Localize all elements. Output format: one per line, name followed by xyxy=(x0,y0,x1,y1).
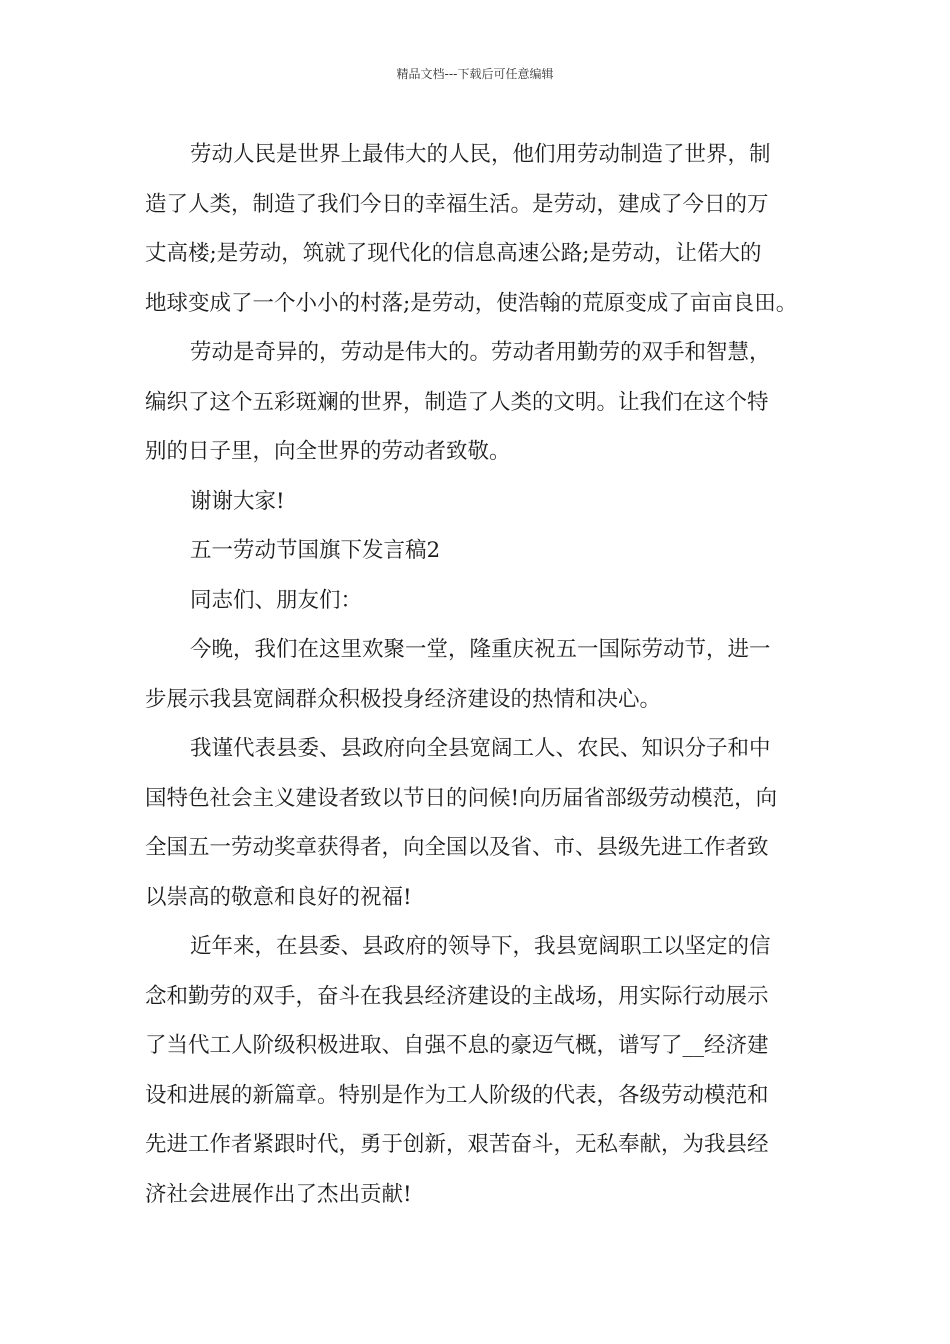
page-header: 精品文档---下载后可任意编辑 xyxy=(396,67,554,81)
text-line: 谢谢大家! xyxy=(190,488,285,514)
section-title xyxy=(145,526,810,576)
text-line: 念和勤劳的双手，奋斗在我县经济建设的主战场，用实际行动展示 xyxy=(145,983,769,1009)
text-line: 劳动是奇异的，劳动是伟大的。劳动者用勤劳的双手和智慧， xyxy=(190,340,771,365)
text-line: 五一劳动节国旗下发言稿2 xyxy=(190,538,441,563)
text-line: 全国五一劳动奖章获得者，向全国以及省、市、县级先进工作者致 xyxy=(145,835,769,860)
text-line: 近年来，在县委、县政府的领导下，我县宽阔职工以坚定的信 xyxy=(190,934,771,959)
text-line: 步展示我县宽阔群众积极投身经济建设的热情和决心。 xyxy=(145,686,662,712)
text-line: 了当代工人阶级积极进取、自强不息的豪迈气概，谱写了__经济建 xyxy=(145,1033,769,1058)
text-line: 国特色社会主义建设者致以节日的问候!向历届省部级劳动模范，向 xyxy=(145,785,778,811)
text-line: 济社会进展作出了杰出贡献! xyxy=(145,1181,412,1207)
text-line: 编织了这个五彩斑斓的世界，制造了人类的文明。让我们在这个特 xyxy=(145,389,769,415)
text-line: 别的日子里，向全世界的劳动者致敬。 xyxy=(145,439,511,464)
text-line: 丈高楼;是劳动，筑就了现代化的信息高速公路;是劳动，让偌大的 xyxy=(145,241,762,266)
paragraph-2 xyxy=(145,328,810,477)
text-line: 以崇高的敬意和良好的祝福! xyxy=(145,884,412,910)
text-line: 造了人类，制造了我们今日的幸福生活。是劳动，建成了今日的万 xyxy=(145,191,769,217)
paragraph-salutation xyxy=(145,576,810,626)
text-line: 今晚，我们在这里欢聚一堂，隆重庆祝五一国际劳动节，进一 xyxy=(190,637,771,662)
paragraph-1 xyxy=(145,130,810,328)
text-line: 劳动人民是世界上最伟大的人民，他们用劳动制造了世界，制 xyxy=(190,142,771,167)
paragraph-3 xyxy=(145,625,810,724)
text-line: 地球变成了一个小小的村落;是劳动，使浩翰的荒原变成了亩亩良田。 xyxy=(145,290,798,316)
document-body xyxy=(145,130,810,1219)
paragraph-5 xyxy=(145,922,810,1219)
text-line: 我谨代表县委、县政府向全县宽阔工人、农民、知识分子和中 xyxy=(190,736,771,761)
text-line: 同志们、朋友们： xyxy=(190,587,363,613)
paragraph-thanks xyxy=(145,477,810,527)
paragraph-4 xyxy=(145,724,810,922)
text-line: 设和进展的新篇章。特别是作为工人阶级的代表，各级劳动模范和 xyxy=(145,1082,769,1108)
text-line: 先进工作者紧跟时代，勇于创新，艰苦奋斗，无私奉献，为我县经 xyxy=(145,1132,769,1157)
